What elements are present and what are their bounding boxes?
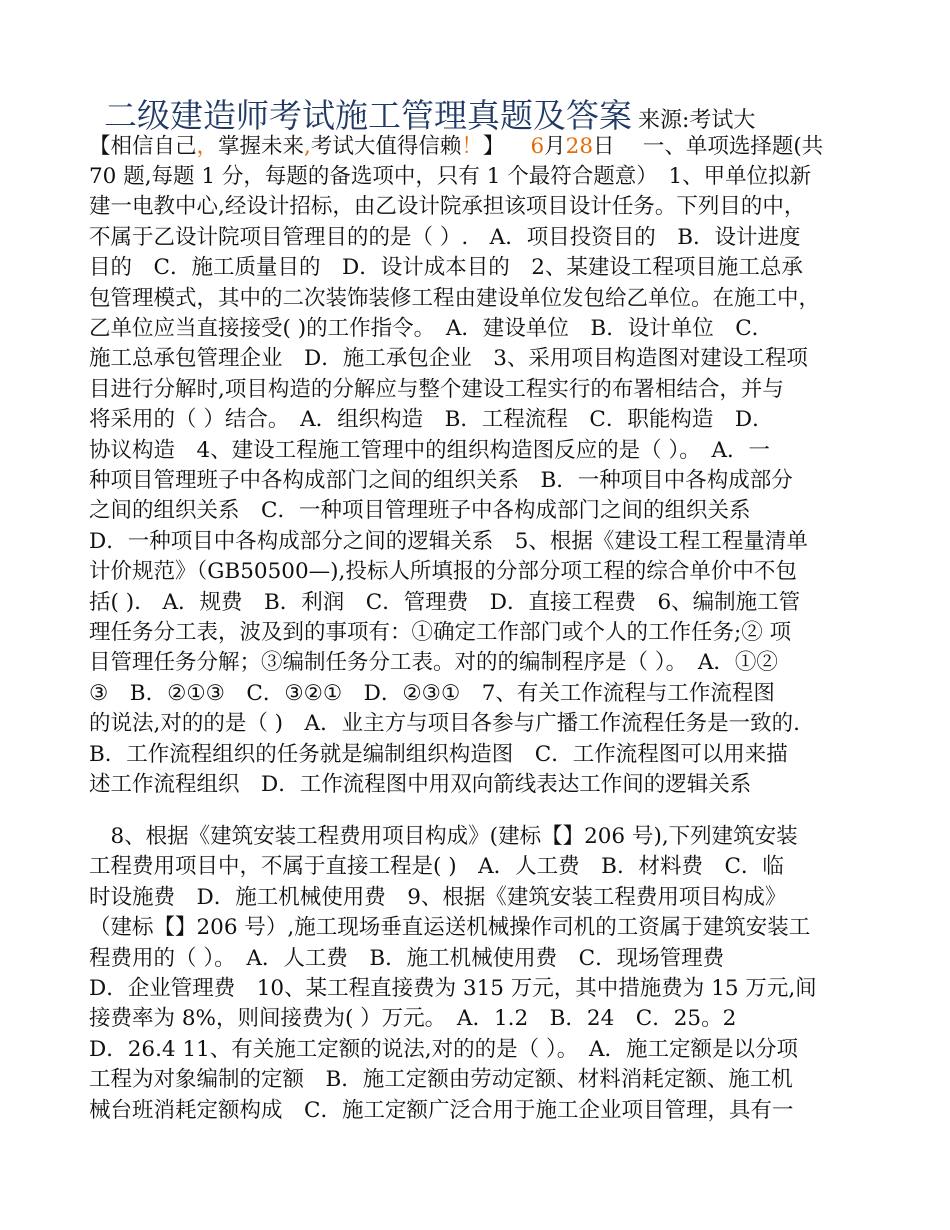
text-line: 述工作流程组织 D．工作流程图中用双向箭线表达工作间的逻辑关系: [89, 772, 752, 797]
intro-line: [89, 132, 879, 162]
text-line: ③ B．②①③ C．③②① D．②③① 7、有关工作流程与工作流程图: [89, 680, 775, 706]
text-line: D．一种项目中各构成部分之间的逻辑关系 5、根据《建设工程工程量清单: [89, 528, 808, 554]
text-line: 目进行分解时,项目构造的分解应与整个建设工程实行的布署相结合，并与: [89, 376, 784, 402]
text-line: （建标【】206 号）,施工现场垂直运送机械操作司机的工资属于建筑安装工: [89, 915, 811, 941]
text-line: 械台班消耗定额构成 C．施工定额广泛合用于施工企业项目管理，具有一: [89, 1097, 794, 1123]
intro-comma: ，: [196, 134, 219, 159]
text-line: 的说法,对的的是（ ) A．业主方与项目各参与广播工作流程任务是一致的.: [89, 711, 800, 737]
text-line: 括( ). A．规费 B．利润 C．管理费 D．直接工程费 6、编制施工管: [89, 589, 801, 615]
text-line: D．企业管理费 10、某工程直接费为 315 万元，其中措施费为 15 万元,间: [89, 976, 817, 1001]
text-line: 70 题,每题 1 分，每题的备选项中，只有 1 个最符合题意） 1、甲单位拟新: [89, 164, 812, 189]
text-line: 之间的组织关系 C．一种项目管理班子中各构成部门之间的组织关系: [89, 498, 751, 524]
text-line: 施工总承包管理企业 D．施工承包企业 3、采用项目构造图对建设工程项: [89, 346, 808, 372]
text-line: 协议构造 4、建设工程施工管理中的组织构造图反应的是（ ）。 A．一: [89, 437, 771, 463]
text-line: 工程费用项目中，不属于直接工程是( ) A．人工费 B．材料费 C．临: [89, 854, 784, 880]
intro-day-num: 28: [565, 134, 593, 159]
document-title: 二级建造师考试施工管理真题及答案: [104, 96, 632, 135]
text-line: 8、根据《建筑安装工程费用项目构成》(建标【】206 号),下列建筑安装: [89, 824, 798, 849]
text-line: 工程为对象编制的定额 B．施工定额由劳动定额、材料消耗定额、施工机: [89, 1067, 793, 1093]
text-line: 理任务分工表，波及到的事项有：①确定工作部门或个人的工作任务;② 项: [89, 620, 792, 645]
intro-bang: ！: [461, 134, 483, 159]
text-line: 建一电教中心,经设计招标，由乙设计院承担该项目设计任务。下列目的中，: [89, 194, 806, 220]
intro-month: 月: [544, 134, 566, 159]
text-line: 时设施费 D．施工机械使用费 9、根据《建筑安装工程费用项目构成》: [89, 884, 787, 910]
intro-comma-2: ,: [304, 134, 311, 159]
text-line: 将采用的（ ）结合。 A．组织构造 B．工程流程 C．职能构造 D．: [89, 407, 774, 433]
text-line: B．工作流程组织的任务就是编制组织构造图 C．工作流程图可以用来描: [89, 741, 788, 767]
text-line: D．26.4 11、有关施工定额的说法,对的的是（ ）。 A．施工定额是以分项: [89, 1036, 798, 1062]
intro-tail: 考试大值得信赖: [310, 134, 462, 159]
source-label: 来源:考试大: [638, 108, 756, 133]
text-line: 接费率为 8%，则间接费为( ）万元。 A．1.2 B．24 C．25。2: [89, 1006, 737, 1032]
text-line: 程费用的（ ）。 A．人工费 B．施工机械使用费 C．现场管理费: [89, 945, 725, 971]
text-line: 乙单位应当直接接受( )的工作指令。 A．建设单位 B．设计单位 C．: [89, 316, 774, 341]
text-line: 种项目管理班子中各构成部门之间的组织关系 B．一种项目中各构成部分: [89, 468, 793, 493]
intro-mid: 掌握未来: [218, 134, 305, 159]
intro-prefix: 【相信自己: [89, 134, 197, 159]
text-line: 不属于乙设计院项目管理目的的是（ ）. A．项目投资目的 B．设计进度: [89, 224, 801, 250]
intro-day: 日: [593, 134, 615, 159]
text-line: 目管理任务分解；③编制任务分工表。对的的编制程序是（ ）。 A．①②: [89, 650, 778, 676]
text-line: 计价规范》（GB50500—),投标人所填报的分部分项工程的综合单价中不包: [89, 559, 797, 585]
intro-rest: 一、单项选择题(共: [614, 134, 824, 159]
text-line: 包管理模式，其中的二次装饰装修工程由建设单位发包给乙单位。在施工中，: [89, 285, 821, 311]
title-row: [104, 90, 755, 137]
intro-close: 】: [482, 134, 505, 159]
text-line: 目的 C．施工质量目的 D．设计成本目的 2、某建设工程项目施工总承: [89, 255, 803, 281]
intro-month-num: 6: [530, 134, 545, 159]
